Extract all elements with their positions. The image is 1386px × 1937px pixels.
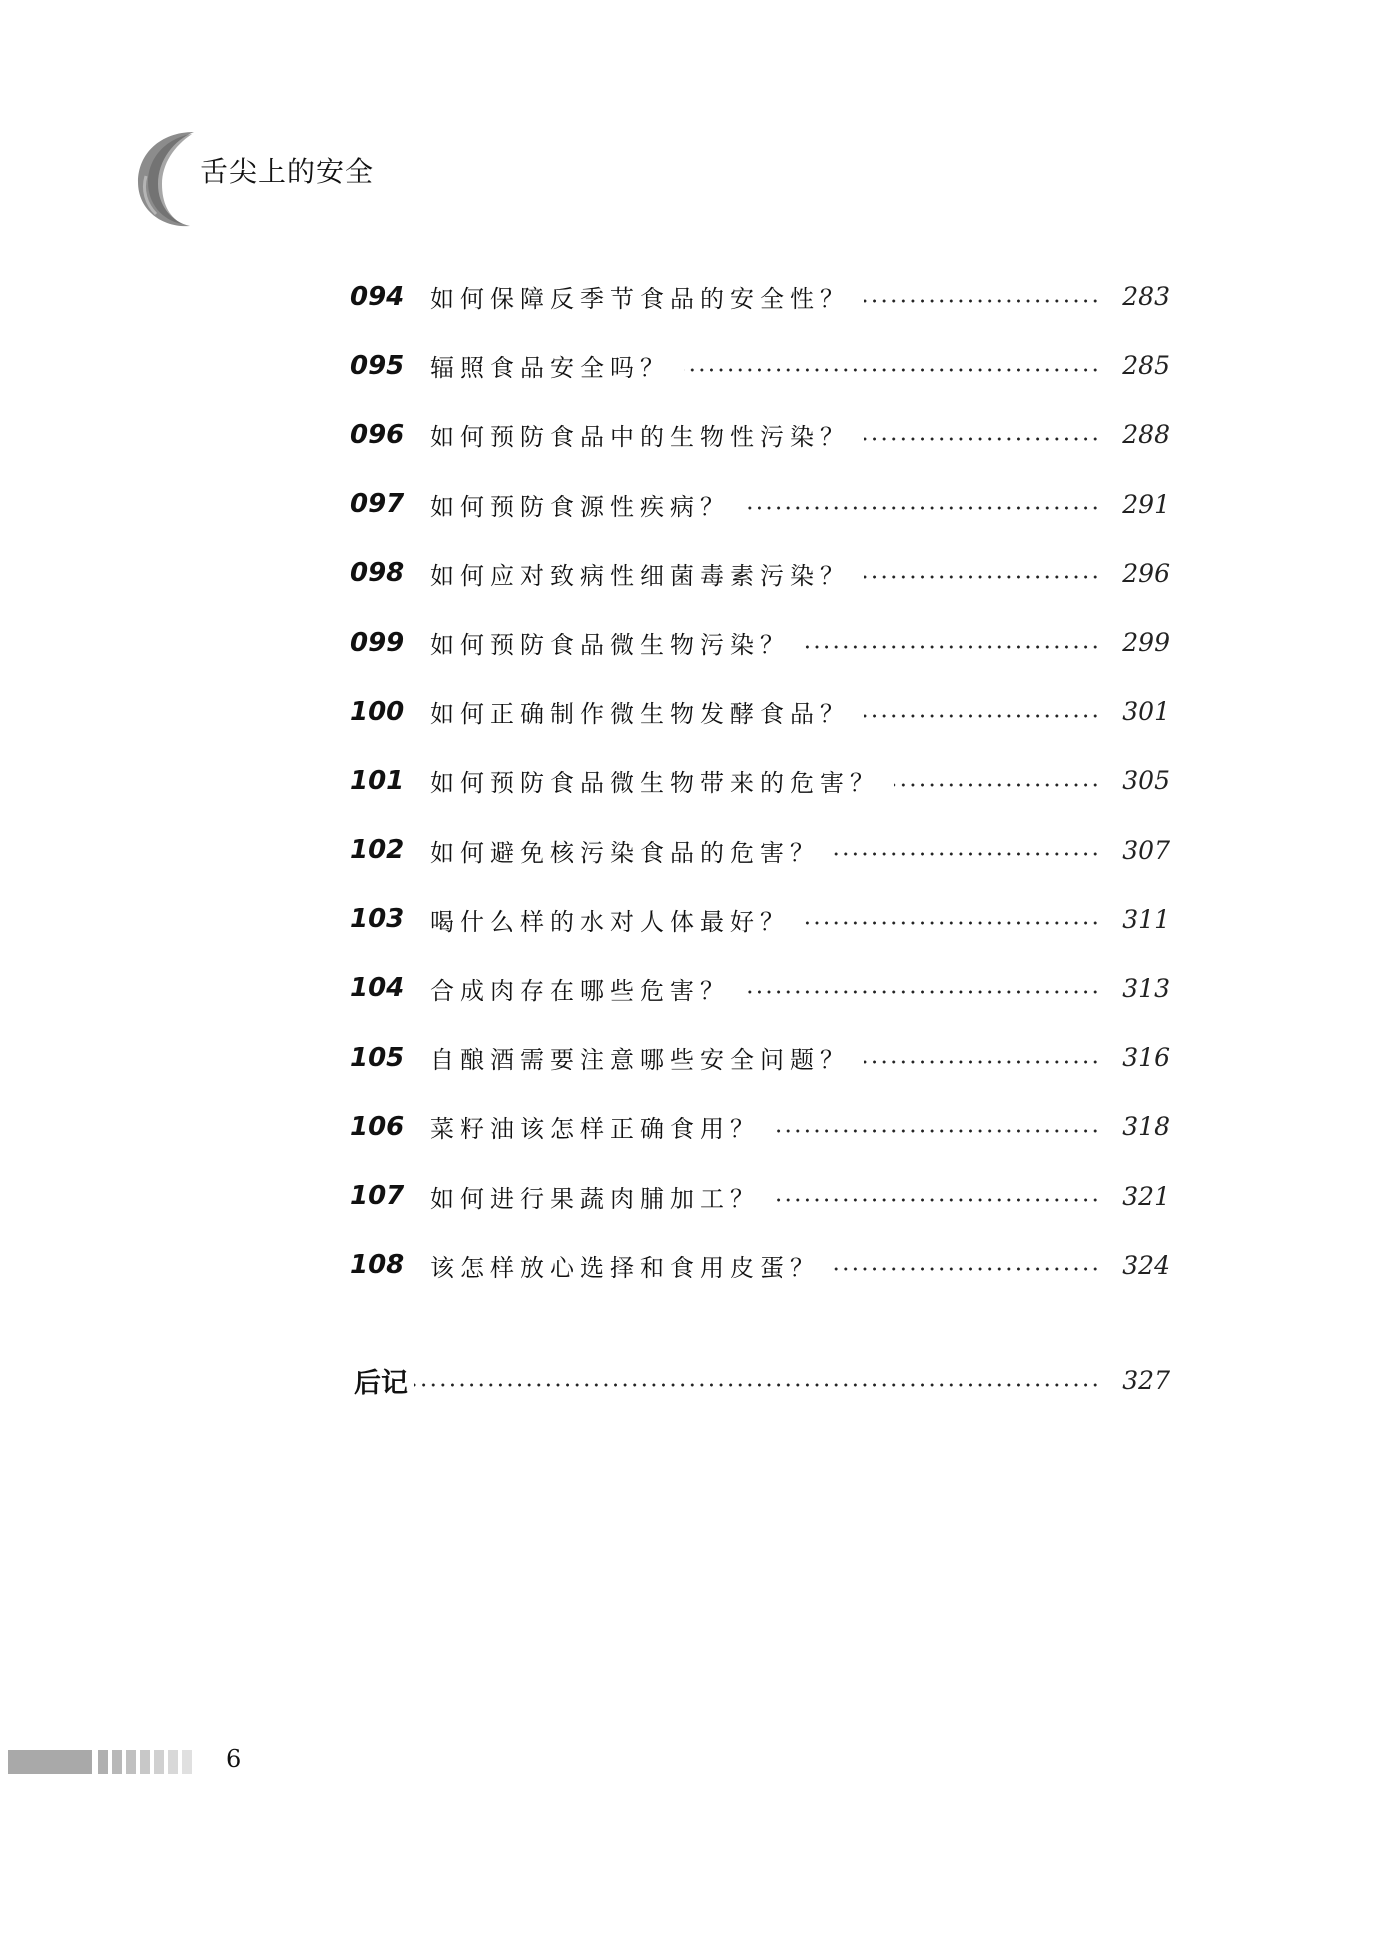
table-of-contents	[350, 262, 1170, 1300]
toc-entry-number: 098	[350, 558, 405, 589]
toc-entry-number: 107	[350, 1181, 405, 1212]
afterword-page: 327	[1122, 1365, 1170, 1395]
toc-entry-page: 324	[1122, 1250, 1170, 1280]
toc-entry[interactable]	[350, 1023, 1170, 1092]
dot-leader	[804, 921, 1100, 925]
dot-leader	[744, 506, 1100, 510]
toc-entry-number: 106	[350, 1111, 405, 1142]
dot-leader	[744, 990, 1100, 994]
footer-bar-stripe	[140, 1750, 150, 1774]
running-header	[132, 124, 452, 234]
footer-decorative-bar	[8, 1750, 196, 1774]
toc-entry-page: 299	[1122, 628, 1170, 658]
dot-leader	[864, 1060, 1100, 1064]
toc-entry-title: 如何预防食品中的生物性污染？	[430, 423, 850, 452]
toc-entry[interactable]	[350, 954, 1170, 1023]
toc-entry[interactable]	[350, 1161, 1170, 1230]
toc-entry[interactable]	[350, 1092, 1170, 1161]
toc-entry-title: 如何预防食品微生物带来的危害？	[430, 769, 880, 798]
toc-entry-number: 100	[350, 696, 405, 727]
toc-entry-title: 菜籽油该怎样正确食用？	[430, 1115, 760, 1144]
footer-bar-stripe	[182, 1750, 192, 1774]
footer-bar-solid	[8, 1750, 92, 1774]
dot-leader	[684, 368, 1100, 372]
toc-entry-number: 105	[350, 1042, 405, 1073]
page-number: 6	[226, 1745, 242, 1773]
toc-entry[interactable]	[350, 539, 1170, 608]
toc-entry-title: 如何正确制作微生物发酵食品？	[430, 700, 850, 729]
toc-entry-number: 104	[350, 973, 405, 1004]
dot-leader	[864, 575, 1100, 579]
dot-leader	[804, 645, 1100, 649]
toc-entry-page: 305	[1122, 766, 1170, 796]
toc-entry[interactable]	[350, 608, 1170, 677]
toc-entry[interactable]	[350, 262, 1170, 331]
toc-entry-page: 283	[1122, 282, 1170, 312]
toc-entry-afterword[interactable]	[354, 1350, 1170, 1410]
dot-leader	[864, 714, 1100, 718]
dot-leader	[774, 1198, 1100, 1202]
toc-entry-page: 316	[1122, 1043, 1170, 1073]
dot-leader	[864, 437, 1100, 441]
footer-bar-stripe	[98, 1750, 108, 1774]
dot-leader	[864, 299, 1100, 303]
toc-entry-number: 097	[350, 489, 405, 520]
toc-entry[interactable]	[350, 885, 1170, 954]
toc-entry-title: 自酿酒需要注意哪些安全问题？	[430, 1046, 850, 1075]
toc-entry-number: 102	[350, 835, 405, 866]
dot-leader	[774, 1129, 1100, 1133]
afterword-title: 后记	[354, 1367, 408, 1399]
toc-entry-number: 103	[350, 904, 405, 935]
toc-entry-title: 该怎样放心选择和食用皮蛋？	[430, 1253, 820, 1282]
toc-entry-number: 099	[350, 627, 405, 658]
toc-entry[interactable]	[350, 677, 1170, 746]
toc-entry-number: 096	[350, 419, 405, 450]
toc-entry-page: 301	[1122, 697, 1170, 727]
footer-bar-stripe	[126, 1750, 136, 1774]
toc-entry-page: 296	[1122, 558, 1170, 588]
toc-entry-number: 095	[350, 350, 405, 381]
toc-entry-title: 喝什么样的水对人体最好？	[430, 907, 790, 936]
toc-entry[interactable]	[350, 746, 1170, 815]
toc-entry-page: 318	[1122, 1112, 1170, 1142]
toc-entry-title: 如何进行果蔬肉脯加工？	[430, 1184, 760, 1213]
toc-entry-page: 307	[1122, 835, 1170, 865]
toc-entry-number: 108	[350, 1250, 405, 1281]
footer-bar-stripe	[154, 1750, 164, 1774]
footer-bar-stripe	[168, 1750, 178, 1774]
toc-entry-number: 101	[350, 765, 405, 796]
book-title: 舌尖上的安全	[200, 155, 375, 188]
dot-leader	[834, 1267, 1100, 1271]
toc-entry-page: 321	[1122, 1181, 1170, 1211]
dot-leader	[894, 783, 1100, 787]
toc-entry-title: 合成肉存在哪些危害？	[430, 976, 730, 1005]
toc-entry[interactable]	[350, 331, 1170, 400]
toc-entry[interactable]	[350, 816, 1170, 885]
dot-leader	[414, 1383, 1100, 1387]
footer-bar-stripe	[112, 1750, 122, 1774]
toc-entry-title: 如何保障反季节食品的安全性？	[430, 285, 850, 314]
toc-entry[interactable]	[350, 1231, 1170, 1300]
dot-leader	[834, 852, 1100, 856]
toc-entry-page: 285	[1122, 351, 1170, 381]
toc-entry-title: 如何应对致病性细菌毒素污染？	[430, 561, 850, 590]
toc-entry-number: 094	[350, 281, 405, 312]
toc-entry-title: 如何预防食品微生物污染？	[430, 631, 790, 660]
toc-entry-page: 311	[1122, 904, 1170, 934]
toc-entry-title: 辐照食品安全吗？	[430, 354, 670, 383]
toc-entry-page: 291	[1122, 489, 1170, 519]
toc-entry-page: 313	[1122, 973, 1170, 1003]
toc-entry[interactable]	[350, 400, 1170, 469]
toc-entry-title: 如何预防食源性疾病？	[430, 492, 730, 521]
toc-entry[interactable]	[350, 470, 1170, 539]
toc-entry-page: 288	[1122, 420, 1170, 450]
toc-entry-title: 如何避免核污染食品的危害？	[430, 838, 820, 867]
